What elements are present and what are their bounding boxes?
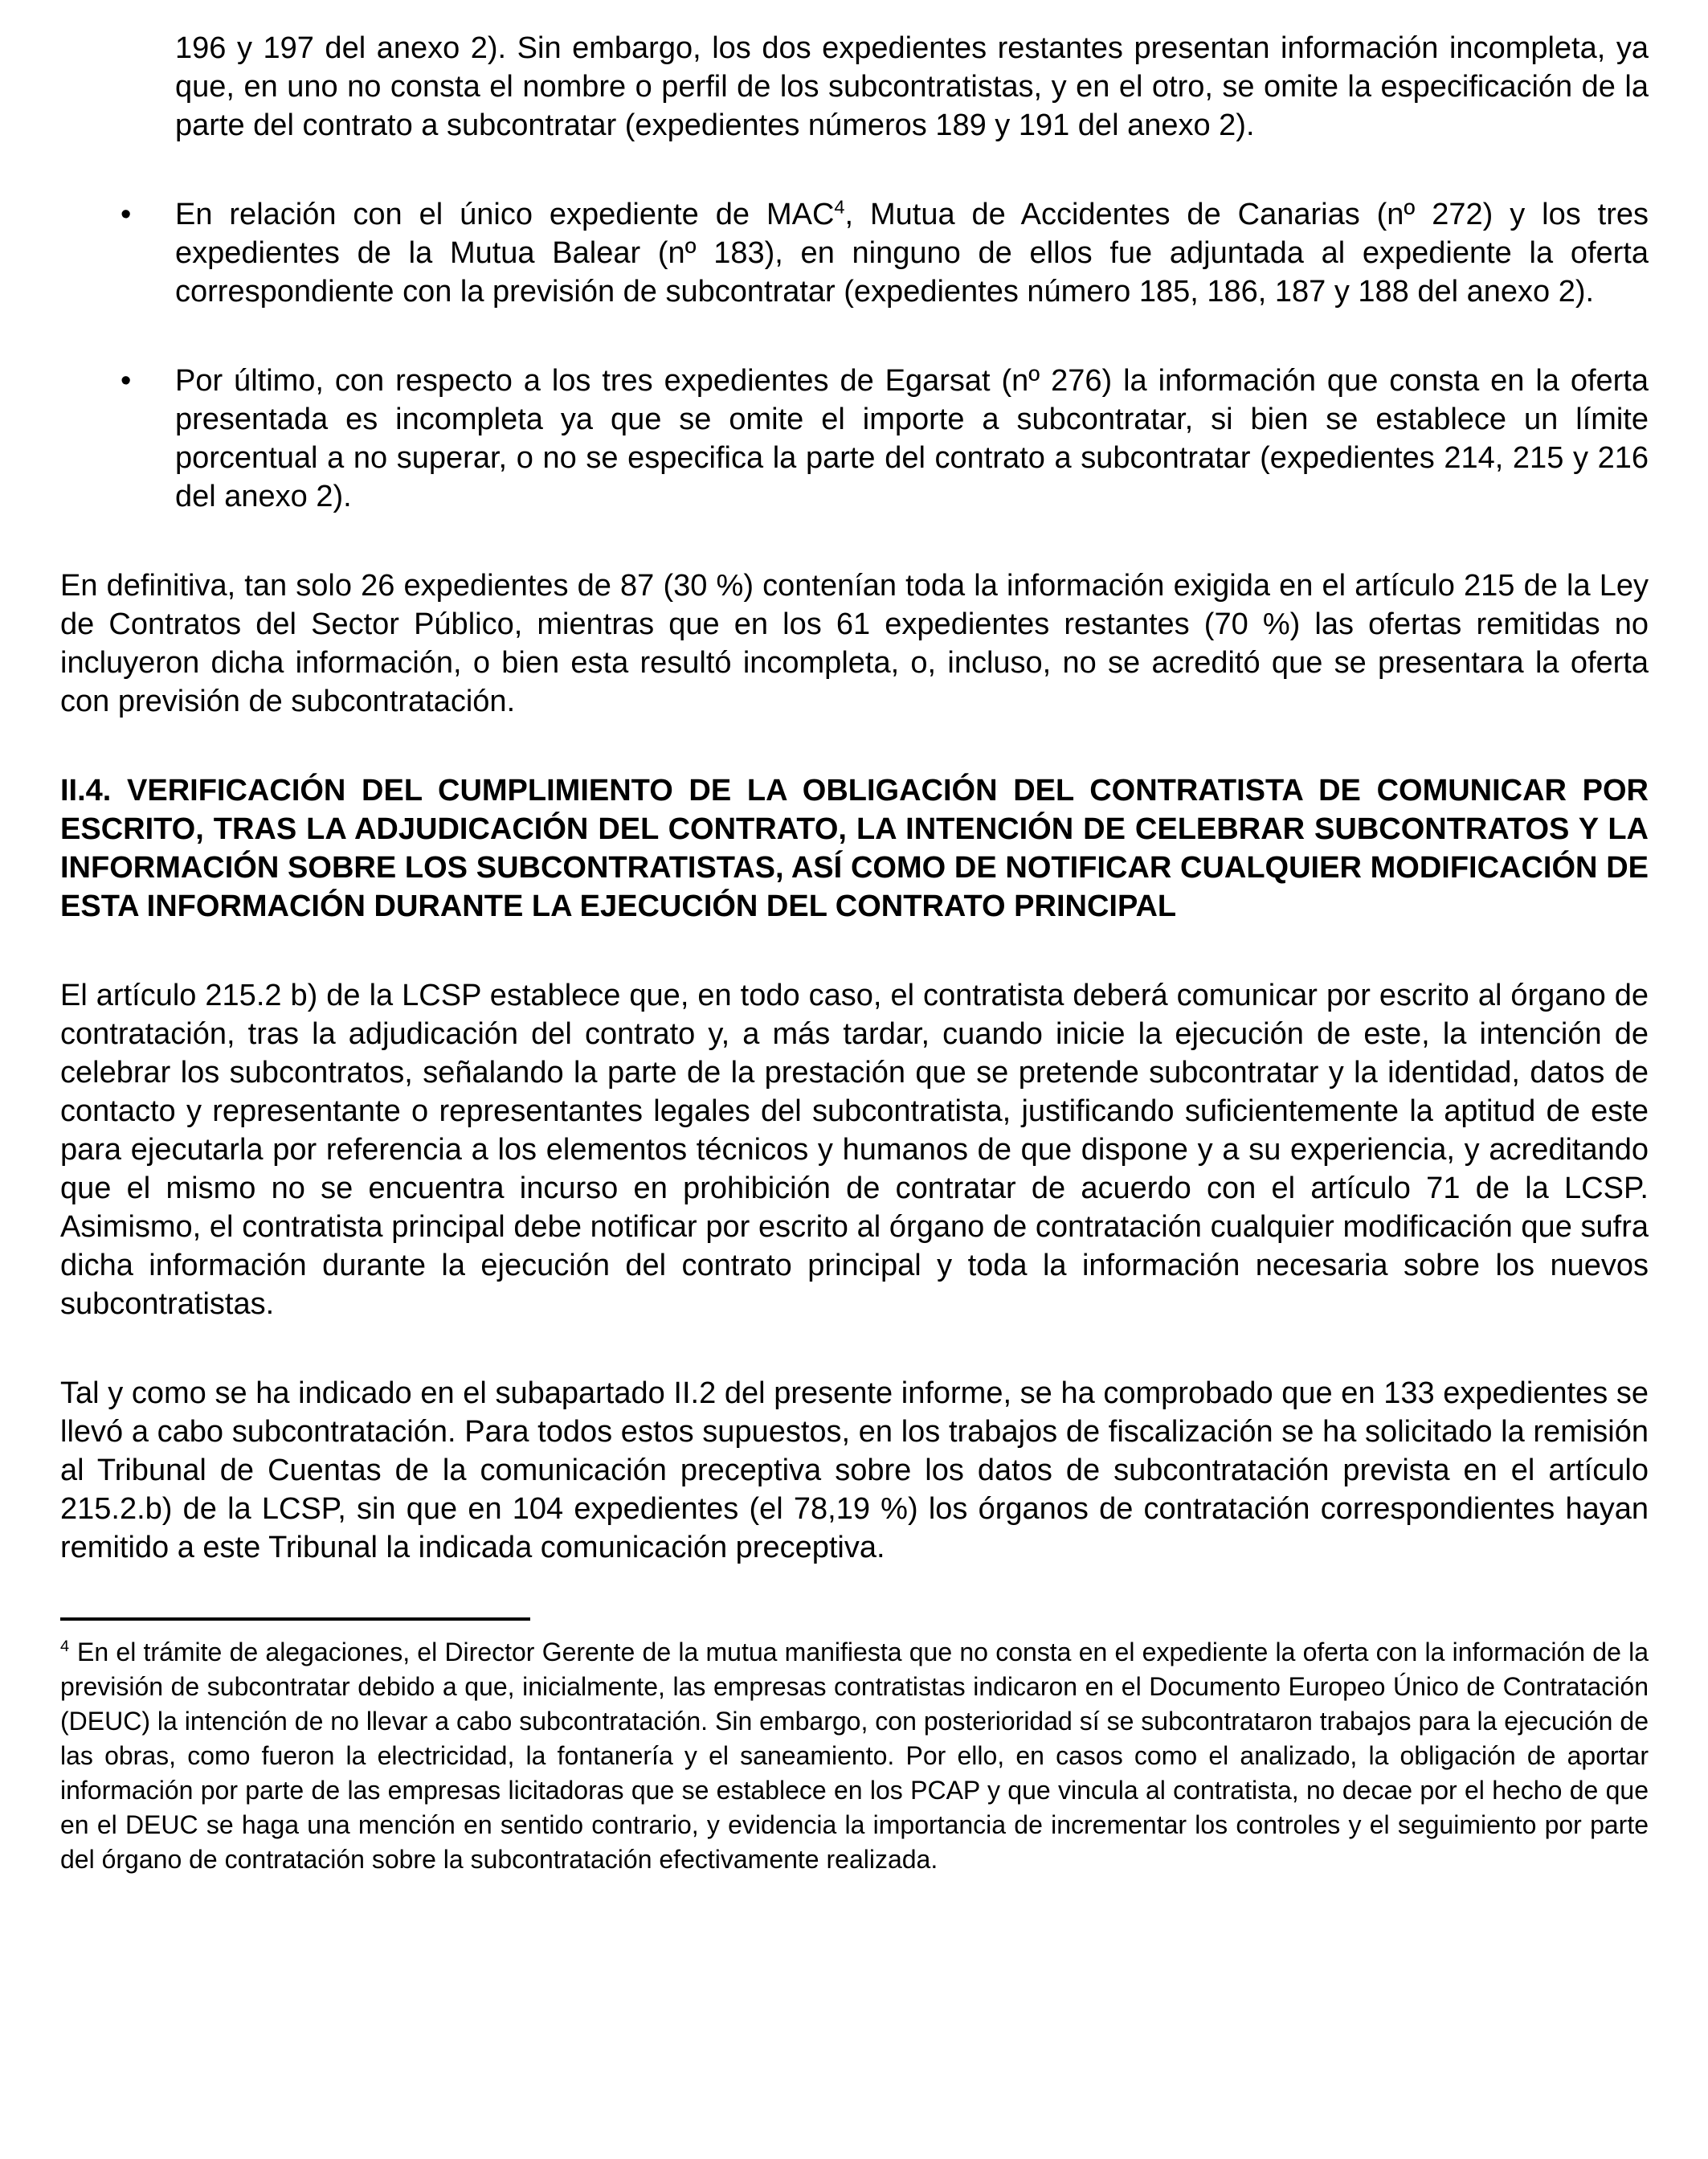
footnote-separator-rule — [60, 1617, 530, 1621]
bullet-mac-text-post: , Mutua de Accidentes de Canarias (nº 272) y los tres expedientes de la Mutua Balear (nº 183), en ninguno de ellos fue adjuntada al expediente la oferta correspondiente con la previsión de subcontratar (expedientes número 185, 186, 187 y 188 del anexo 2). — [175, 198, 1649, 309]
bullet-mac-text-pre: En relación con el único expediente de MAC — [175, 198, 835, 231]
page-content — [60, 29, 1649, 1877]
findings-paragraph: Tal y como se ha indicado en el subapartado II.2 del presente informe, se ha comprobado que en 133 expedientes se llevó a cabo subcontratación. Para todos estos supuestos, en los trabajos de fiscalización se ha solicitado la remisión al Tribunal de Cuentas de la comunicación preceptiva sobre los datos de subcontratación prevista en el artículo 215.2.b) de la LCSP, sin que en 104 expedientes (el 78,19 %) los órganos de contratación correspondientes hayan remitido a este Tribunal la indicada comunicación preceptiva. — [60, 1376, 1649, 1564]
footnote — [60, 1635, 1649, 1877]
summary-paragraph: En definitiva, tan solo 26 expedientes de 87 (30 %) contenían toda la información exigida en el artículo 215 de la Ley de Contratos del Sector Público, mientras que en los 61 expedientes restantes (70 %) las ofertas remitidas no incluyeron dicha información, o bien esta resultó incompleta, o, incluso, no se acreditó que se presentara la oferta con previsión de subcontratación. — [60, 569, 1649, 718]
section-heading: II.4. VERIFICACIÓN DEL CUMPLIMIENTO DE LA OBLIGACIÓN DEL CONTRATISTA DE COMUNICAR POR ESCRITO, TRAS LA ADJUDICACIÓN DEL CONTRATO, LA INTENCIÓN DE CELEBRAR SUBCONTRATOS Y LA INFORMACIÓN SOBRE LOS SUBCONTRATISTAS, ASÍ COMO DE NOTIFICAR CUALQUIER MODIFICACIÓN DE ESTA INFORMACIÓN DURANTE LA EJECUCIÓN DEL CONTRATO PRINCIPAL — [60, 774, 1649, 923]
bullet-text-mac — [175, 195, 1649, 311]
bullet-icon: • — [121, 198, 132, 231]
bullet-icon: • — [121, 364, 132, 398]
continuation-paragraph: 196 y 197 del anexo 2). Sin embargo, los dos expedientes restantes presentan información incompleta, ya que, en uno no consta el nombre o perfil de los subcontratistas, y en el otro, se omite la especificación de la parte del contrato a subcontratar (expedientes números 189 y 191 del anexo 2). — [175, 31, 1649, 142]
footnote-text: En el trámite de alegaciones, el Director Gerente de la mutua manifiesta que no consta en el expediente la oferta con la información de la previsión de subcontratar debido a que, inicialmente, las empresas contratistas indicaron en el Documento Europeo Único de Contratación (DEUC) la intención de no llevar a cabo subcontratación. Sin embargo, con posterioridad sí se subcontrataron trabajos para la ejecución de las obras, como fueron la electricidad, la fontanería y el saneamiento. Por ello, en casos como el analizado, la obligación de aportar información por parte de las empresas licitadoras que se establece en los PCAP y que vincula al contratista, no decae por el hecho de que en el DEUC se haga una mención en sentido contrario, y evidencia la importancia de incrementar los controles y el seguimiento por parte del órgano de contratación sobre la subcontratación efectivamente realizada. — [60, 1638, 1649, 1874]
bullet-item-egarsat — [60, 362, 1649, 516]
article-paragraph: El artículo 215.2 b) de la LCSP establece que, en todo caso, el contratista deberá comunicar por escrito al órgano de contratación, tras la adjudicación del contrato y, a más tardar, cuando inicie la ejecución de este, la intención de celebrar los subcontratos, señalando la parte de la prestación que se pretende subcontratar y la identidad, datos de contacto y representante o representantes legales del subcontratista, justificando suficientemente la aptitud de este para ejecutarla por referencia a los elementos técnicos y humanos de que dispone y a su experiencia, y acreditando que el mismo no se encuentra incurso en prohibición de contratar de acuerdo con el artículo 71 de la LCSP. Asimismo, el contratista principal debe notificar por escrito al órgano de contratación cualquier modificación que sufra dicha información durante la ejecución del contrato principal y toda la información necesaria sobre los nuevos subcontratistas. — [60, 979, 1649, 1321]
bullet-text-egarsat: Por último, con respecto a los tres expedientes de Egarsat (nº 276) la información que consta en la oferta presentada es incompleta ya que se omite el importe a subcontratar, si bien se establece un límite porcentual a no superar, o no se especifica la parte del contrato a subcontratar (expedientes 214, 215 y 216 del anexo 2). — [175, 364, 1649, 513]
footnote-ref-4: 4 — [834, 196, 845, 218]
bullet-item-mac — [60, 195, 1649, 311]
footnote-marker: 4 — [60, 1638, 70, 1656]
